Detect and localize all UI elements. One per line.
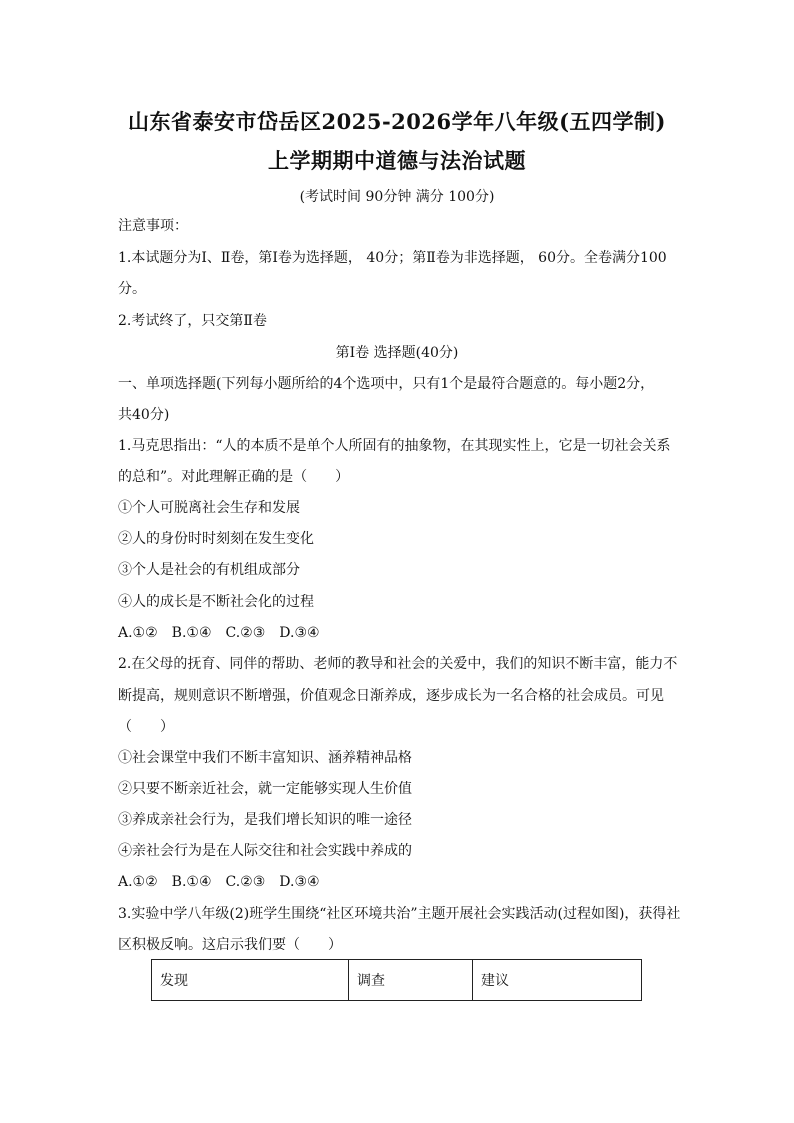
q3-stem-line1: 3.实验中学八年级(2)班学生围绕“社区环境共治”主题开展社会实践活动(过程如图)，获得社 <box>118 906 681 922</box>
q1-option-3: ③个人是社会的有机组成部分 <box>118 562 300 578</box>
exam-title-line1: 山东省泰安市岱岳区2025-2026学年八年级(五四学制) <box>128 109 666 134</box>
table-header-cell: 建议 <box>473 960 642 1001</box>
notice-item1-line1: 1.本试题分为Ⅰ、Ⅱ卷，第Ⅰ卷为选择题， 40分；第Ⅱ卷为非选择题， 60分。全卷满分100 <box>118 250 667 266</box>
q1-option-2: ②人的身份时时刻刻在发生变化 <box>118 531 314 547</box>
q2-stem-line1: 2.在父母的抚育、同伴的帮助、老师的教导和社会的关爱中，我们的知识不断丰富，能力不 <box>118 656 678 672</box>
table-header-cell: 发现 <box>152 960 349 1001</box>
table-row <box>152 960 642 1001</box>
exam-title-line2: 上学期期中道德与法治试题 <box>268 148 526 173</box>
section-title: 第Ⅰ卷 选择题(40分) <box>335 345 459 361</box>
q2-option-1: ①社会课堂中我们不断丰富知识、涵养精神品格 <box>118 750 412 766</box>
section-instructions-line1: 一、单项选择题(下列每小题所给的4个选项中，只有1个是最符合题意的。每小题2分， <box>118 376 655 392</box>
q1-stem-line2: 的总和”。对此理解正确的是（ ） <box>118 469 350 485</box>
q1-option-4: ④人的成长是不断社会化的过程 <box>118 594 314 610</box>
q2-stem-line3: （ ） <box>118 719 174 735</box>
q2-option-4: ④亲社会行为是在人际交往和社会实践中养成的 <box>118 843 412 859</box>
q2-option-3: ③养成亲社会行为，是我们增长知识的唯一途径 <box>118 812 412 828</box>
notice-item2: 2.考试终了，只交第Ⅱ卷 <box>118 313 267 329</box>
table-header-cell: 调查 <box>349 960 473 1001</box>
q3-process-table <box>151 959 642 1001</box>
q1-answers: A.①② B.①④ C.②③ D.③④ <box>118 625 320 641</box>
q1-stem-line1: 1.马克思指出：“人的本质不是单个人所固有的抽象物，在其现实性上，它是一切社会关系 <box>118 438 671 454</box>
notice-item1-line2: 分。 <box>118 281 146 297</box>
q2-stem-line2: 断提高，规则意识不断增强，价值观念日渐养成，逐步成长为一名合格的社会成员。可见 <box>118 688 664 704</box>
exam-time-score: (考试时间 90分钟 满分 100分) <box>299 189 495 205</box>
notice-heading: 注意事项： <box>118 218 188 234</box>
q3-stem-line2: 区积极反响。这启示我们要（ ） <box>118 937 342 953</box>
q2-option-2: ②只要不断亲近社会，就一定能够实现人生价值 <box>118 781 412 797</box>
section-instructions-line2: 共40分) <box>118 407 170 423</box>
q1-option-1: ①个人可脱离社会生存和发展 <box>118 500 300 516</box>
q2-answers: A.①② B.①④ C.②③ D.③④ <box>118 874 320 890</box>
